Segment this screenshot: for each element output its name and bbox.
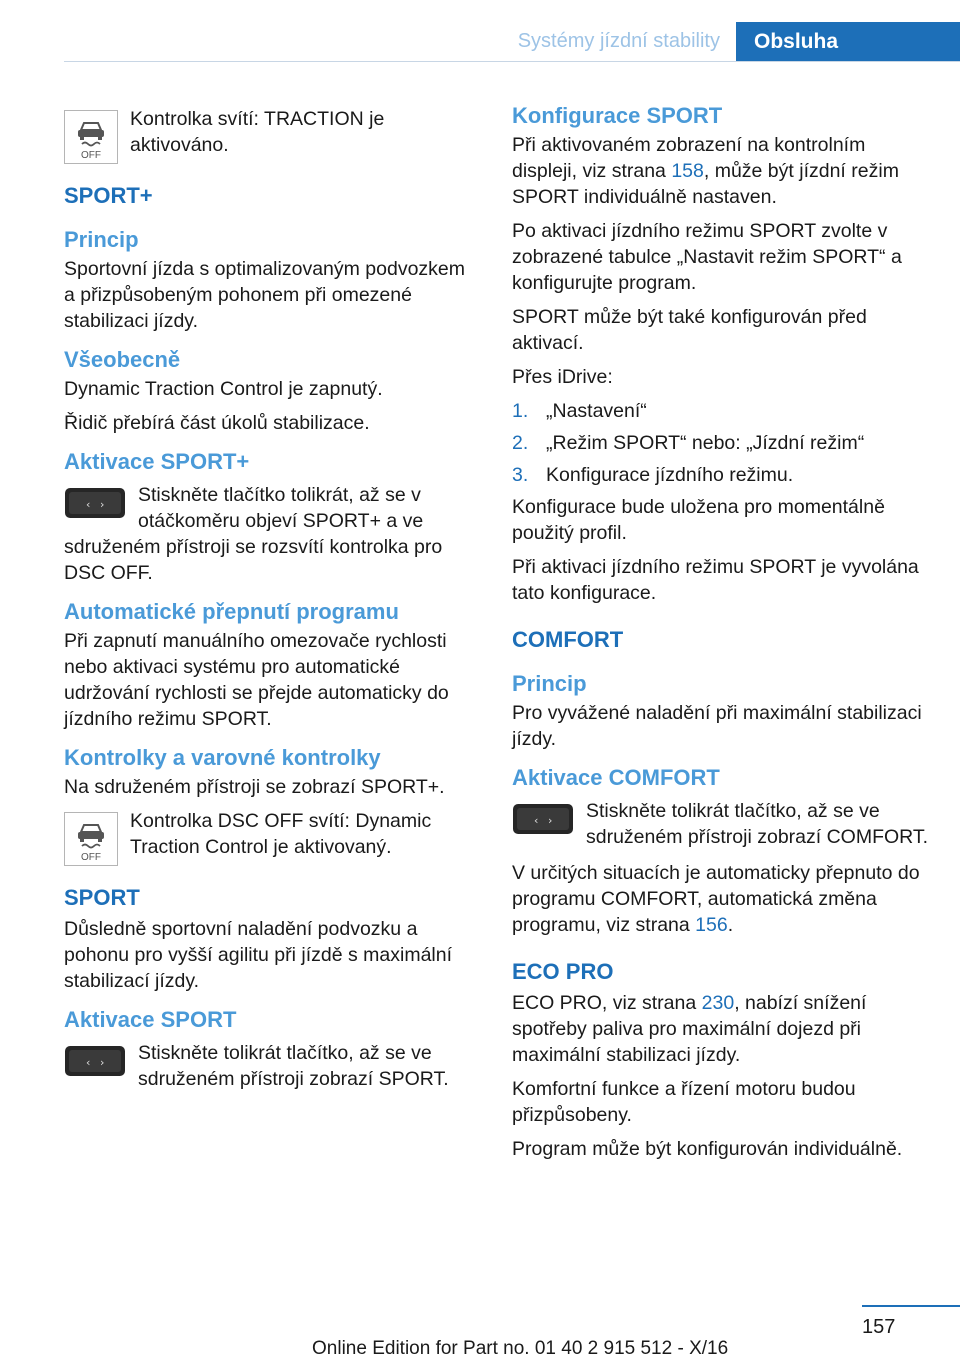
traction-notice-text: Kontrolka svítí: TRACTION je aktivováno. <box>130 108 385 156</box>
svg-text:OFF: OFF <box>81 150 101 161</box>
config-sport-p2: Po aktivaci jízdního režimu SPORT zvolte v zobrazené tabulce „Nastavit režim SPORT“ a konfigurujte program. <box>512 220 902 294</box>
driving-mode-switch-icon <box>64 1044 126 1078</box>
comfort-princip-text: Pro vyvážené naladění při maximální stabilizaci jízdy. <box>512 702 922 750</box>
eco-pro-p3: Program může být konfigurován individuálně. <box>512 1138 903 1160</box>
sport-plus-princip-text: Sportovní jízda s optimalizovaným podvozkem a přizpůsobeným pohonem při omezené stabilizaci jízdy. <box>64 258 466 332</box>
svg-text:OFF: OFF <box>81 852 101 863</box>
config-p1-before: Při aktivovaném zobrazení na kontrolním displeji, viz strana <box>512 134 866 182</box>
config-sport-p1 <box>512 132 932 210</box>
driving-mode-switch-icon <box>64 486 126 520</box>
dsc-off-text: Kontrolka DSC OFF svítí: Dynamic Traction Control je aktivovaný. <box>130 810 432 858</box>
auto-switch-text: Při zapnutí manuálního omezovače rychlosti nebo aktivaci systému pro automatické udržování rychlosti se přejde automaticky do jízdního režimu SPORT. <box>64 630 449 730</box>
comfort-princip-heading: Princip <box>512 671 587 696</box>
svg-text:›: › <box>548 814 553 827</box>
sport-plus-activation-paragraph <box>64 482 476 586</box>
sport-plus-general-heading: Všeobecně <box>64 347 181 372</box>
config-sport-heading: Konfigurace SPORT <box>512 103 723 128</box>
indicator-lights-text: Na sdruženém přístroji se zobrazí SPORT+. <box>64 776 445 798</box>
sport-text: Důsledně sportovní naladění podvozku a pohonu pro vyšší agilitu při jízdě s maximální stabilizací jízdy. <box>64 918 453 992</box>
right-column <box>512 100 932 1170</box>
config-sport-p3: SPORT může být také konfigurován před aktivací. <box>512 306 867 354</box>
page-link-230[interactable]: 230 <box>701 992 735 1014</box>
dsc-off-notice <box>64 808 476 864</box>
sport-activation-text: Stiskněte tolikrát tlačítko, až se ve sdruženém přístroji zobrazí SPORT. <box>138 1042 449 1090</box>
page-link-156[interactable]: 156 <box>695 914 728 936</box>
eco-pro-title: ECO PRO <box>512 959 614 984</box>
sport-title: SPORT <box>64 885 140 910</box>
svg-text:‹: ‹ <box>86 1056 91 1069</box>
header-divider <box>64 61 960 62</box>
comfort-activation-text: Stiskněte tolikrát tlačítko, až se ve sdruženém přístroji zobrazí COMFORT. <box>586 800 929 848</box>
car-skid-off-icon <box>64 812 118 866</box>
sport-activation-heading: Aktivace SPORT <box>64 1007 237 1032</box>
svg-text:›: › <box>100 1056 105 1069</box>
comfort-activation-paragraph <box>512 798 932 850</box>
comfort-auto-text <box>512 860 932 938</box>
sport-plus-general-text1: Dynamic Traction Control je zapnutý. <box>64 378 383 400</box>
step-number: 1. <box>512 400 529 422</box>
config-p1-after: , může být jízdní režim SPORT individuálně nastaven. <box>512 160 899 208</box>
footer-divider <box>862 1305 960 1307</box>
sport-plus-activation-heading: Aktivace SPORT+ <box>64 449 250 474</box>
sport-plus-title: SPORT+ <box>64 183 153 208</box>
indicator-lights-heading: Kontrolky a varovné kontrolky <box>64 745 381 770</box>
eco-p1-after: , nabízí snížení spotřeby paliva pro maximální dojezd při maximální stabilizaci jízdy. <box>512 992 867 1066</box>
auto-switch-heading: Automatické přepnutí programu <box>64 599 399 624</box>
config-sport-p4: Přes iDrive: <box>512 366 613 388</box>
left-column <box>64 100 476 1102</box>
svg-text:‹: ‹ <box>534 814 539 827</box>
comfort-title: COMFORT <box>512 627 624 652</box>
eco-p1-before: ECO PRO, viz strana <box>512 992 702 1014</box>
sport-activation-paragraph <box>64 1040 476 1092</box>
idrive-steps-list <box>512 398 932 488</box>
step-number: 3. <box>512 464 529 486</box>
comfort-auto-after: . <box>727 914 734 936</box>
eco-pro-p1 <box>512 990 932 1068</box>
svg-text:›: › <box>100 498 105 511</box>
sport-plus-general-text2: Řidič přebírá část úkolů stabilizace. <box>64 412 370 434</box>
step-text: „Nastavení“ <box>546 400 647 422</box>
comfort-activation-heading: Aktivace COMFORT <box>512 765 720 790</box>
config-sport-p6: Při aktivaci jízdního režimu SPORT je vyvolána tato konfigurace. <box>512 556 919 604</box>
list-item <box>512 398 932 424</box>
chapter-tab[interactable]: Obsluha <box>736 22 960 62</box>
svg-text:‹: ‹ <box>86 498 91 511</box>
step-number: 2. <box>512 432 529 454</box>
driving-mode-switch-icon <box>512 802 574 836</box>
edition-footer: Online Edition for Part no. 01 40 2 915 512 - X/16 <box>312 1338 729 1359</box>
step-text: Konfigurace jízdního režimu. <box>546 464 794 486</box>
list-item <box>512 462 932 488</box>
step-text: „Režim SPORT“ nebo: „Jízdní režim“ <box>546 432 865 454</box>
list-item <box>512 430 932 456</box>
section-title: Systémy jízdní stability <box>517 30 720 52</box>
sport-plus-princip-heading: Princip <box>64 227 139 252</box>
car-skid-off-icon <box>64 110 118 164</box>
comfort-auto-before: V určitých situacích je automaticky přepnuto do programu COMFORT, automatická změna programu, viz strana <box>512 862 920 936</box>
page-header <box>0 22 960 62</box>
page-link-158[interactable]: 158 <box>671 160 704 182</box>
traction-notice <box>64 106 476 162</box>
config-sport-p5: Konfigurace bude uložena pro momentálně použitý profil. <box>512 496 885 544</box>
sport-plus-activation-text: Stiskněte tlačítko tolikrát, až se v otáčkoměru objeví SPORT+ a ve sdruženém přístroji se rozsvítí kontrolka pro DSC OFF. <box>64 484 443 584</box>
eco-pro-p2: Komfortní funkce a řízení motoru budou přizpůsobeny. <box>512 1078 856 1126</box>
page-number: 157 <box>862 1316 896 1338</box>
